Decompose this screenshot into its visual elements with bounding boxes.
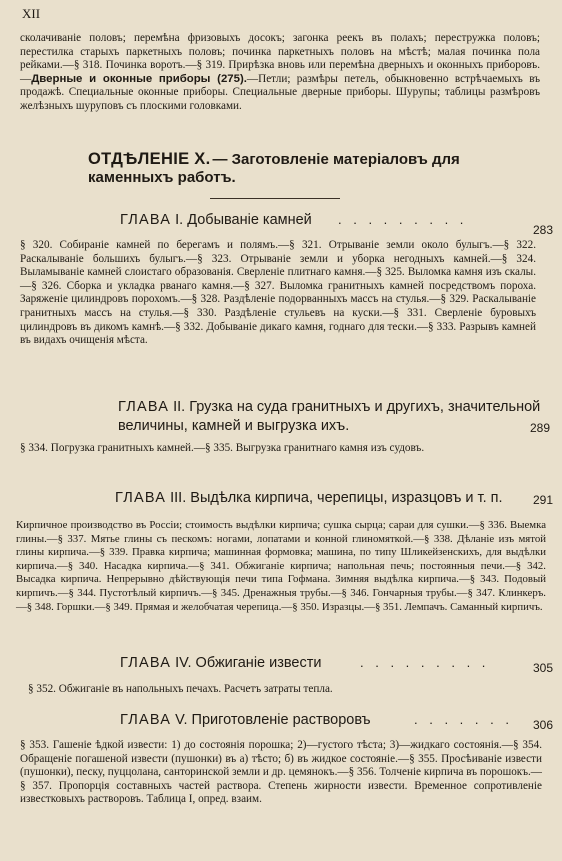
- page-number: XII: [22, 6, 41, 21]
- leader-dots: . . . . . . .: [414, 712, 513, 727]
- chapter-name: IV. Обжиганіе извести: [175, 655, 322, 671]
- chapter-name: II. Грузка на суда гранитныхъ и другихъ, значительной величины, камней и выгрузка ихъ.: [118, 399, 541, 434]
- chapter-label: ГЛАВА: [118, 399, 170, 415]
- chapter-label: ГЛАВА: [120, 655, 172, 671]
- chapter-page-1: 283: [532, 223, 553, 237]
- chapter-heading-5: [20, 712, 555, 732]
- intro-heading: Дверные и оконные приборы (275).: [31, 72, 247, 85]
- chapter-title-3: [115, 490, 503, 506]
- chapter-heading-4: [20, 655, 555, 675]
- leader-dots: . . . . . . . . .: [360, 655, 490, 670]
- chapter-name: V. Приготовленіе растворовъ: [175, 712, 371, 728]
- intro-text-continued: —Петли; размѣры петель, обыкновенно встрѣчаемыхъ въ продажѣ. Специальные оконные приборы. Специальные дверные приборы. Шурупы; таблицы размѣровъ желѣзныхъ шуруповъ съ плоскими головками.: [20, 72, 541, 112]
- chapter-page-2: 289: [529, 421, 550, 435]
- section-rule: [210, 198, 340, 199]
- chapter-title-2: [118, 398, 558, 436]
- chapter-title-5: [120, 712, 371, 728]
- chapter-text-3: Кирпичное производство въ Россіи; стоимость выдѣлки кирпича; сушка сырца; сараи для сушки.—§ 336. Выемка глины.—§ 337. Мятье глины съ пескомъ: ногами, лопатами и конной глиномяткой.—§ 338. Дѣланіе изъ мятой глины кирпича.—§ 339. Правка кирпича; машинная формовка; машина, по типу Шликейзенскихъ, для выдѣлки кирпича.—§ 340. Насадка кирпича.—§ 341. Обжиганіе кирпича; напольная печь; постоянныя печи.—§ 342. Высадка кирпича. Непрерывно дѣйствующія печи типа Гофмана. Зимняя выдѣлка кирпича.—§ 343. Подовый кирпичъ.—§ 344. Пустотѣлый кирпичъ.—§ 345. Дренажныя трубы.—§ 346. Гончарныя трубы.—§ 347. Клинкеръ.—§ 348. Горшки.—§ 349. Прямая и желобчатая черепица.—§ 350. Изразцы.—§ 351. Лемпачъ. Саманный кирпичъ.: [16, 519, 546, 613]
- chapter-text-5: § 353. Гашеніе ѣдкой извести: 1) до состоянія порошка; 2)—густого тѣста; 3)—жидкаго состоянія.—§ 354. Обращеніе погашеной извести (пушонки) въ а) тѣсто; б) въ жидкое состояніе.—§ 355. Просѣиваніе извести (пушонки), песку, пуццолана, санторинской земли и др. цемянокъ.—§ 356. Толченіе кирпича въ порошокъ.—§ 357. Пропорція составныхъ частей раствора. Степень жирности извести. Временное сопротивленіе известковыхъ растворовъ. Таблица I, опред. взаим.: [20, 739, 542, 806]
- chapter-name: III. Выдѣлка кирпича, черепицы, изразцовъ и т. п.: [170, 490, 503, 506]
- chapter-text-4: § 352. Обжиганіе въ напольныхъ печахъ. Расчетъ затраты тепла.: [28, 683, 333, 695]
- chapter-text-1: § 320. Собираніе камней по берегамъ и полямъ.—§ 321. Отрываніе земли около булыгъ.—§ 322. Раскалываніе большихъ булыгъ.—§ 323. Отрываніе земли и уборка негодныхъ камней.—§ 324. Выламываніе камней слоистаго образованія. Сверленіе плитнаго камня.—§ 325. Выломка камня изъ скалы.—§ 326. Сборка и укладка рванаго камня.—§ 327. Выломка гранитныхъ камней посредствомъ пороха. Заряженіе цилиндровъ порохомъ.—§ 328. Раздѣленіе подорванныхъ массъ на стулья.—§ 329. Раскалываніе гранитныхъ массъ на стулья.—§ 330. Раздѣленіе стульевъ на куски.—§ 331. Сверленіе буровыхъ цилиндровъ въ дикомъ камнѣ.—§ 332. Добываніе дикаго камня, годнаго для тески.—§ 333. Разрывъ камней въ видахъ очищенія мѣста.: [20, 239, 536, 347]
- chapter-title-4: [120, 655, 321, 671]
- chapter-name: I. Добываніе камней: [175, 212, 312, 228]
- intro-paragraph: [20, 32, 540, 114]
- chapter-label: ГЛАВА: [120, 712, 172, 728]
- chapter-heading-3: [20, 490, 555, 510]
- chapter-page-5: 306: [532, 718, 553, 732]
- chapter-heading-1: [20, 212, 555, 237]
- section-name: ОТДѢЛЕНІЕ X.: [88, 150, 211, 168]
- leader-dots: . . . . . . . . .: [338, 212, 468, 227]
- chapter-label: ГЛАВА: [120, 212, 172, 228]
- intro-text: сколачиваніе половъ; перемѣна фризовыхъ досокъ; загонка реекъ въ полахъ; перестружка половъ; перестилка старыхъ паркетныхъ половъ; починка паркетныхъ половъ на мѣстѣ; малая починка пола рейками.—§ 318. Починка воротъ.—§ 319. Прирѣзка вновь или перемѣна дверныхъ и оконныхъ приборовъ.—: [20, 32, 540, 85]
- section-title: — Заготовленіе матеріаловъ для каменныхъ работъ.: [88, 151, 460, 186]
- chapter-label: ГЛАВА: [115, 490, 167, 506]
- chapter-page-3: 291: [532, 493, 553, 507]
- chapter-heading-2: [118, 398, 558, 440]
- chapter-text-2: § 334. Погрузка гранитныхъ камней.—§ 335. Выгрузка гранитнаго камня изъ судовъ.: [20, 442, 425, 454]
- chapter-title-1: [120, 212, 312, 228]
- section-heading: [88, 150, 528, 187]
- chapter-page-4: 305: [532, 661, 553, 675]
